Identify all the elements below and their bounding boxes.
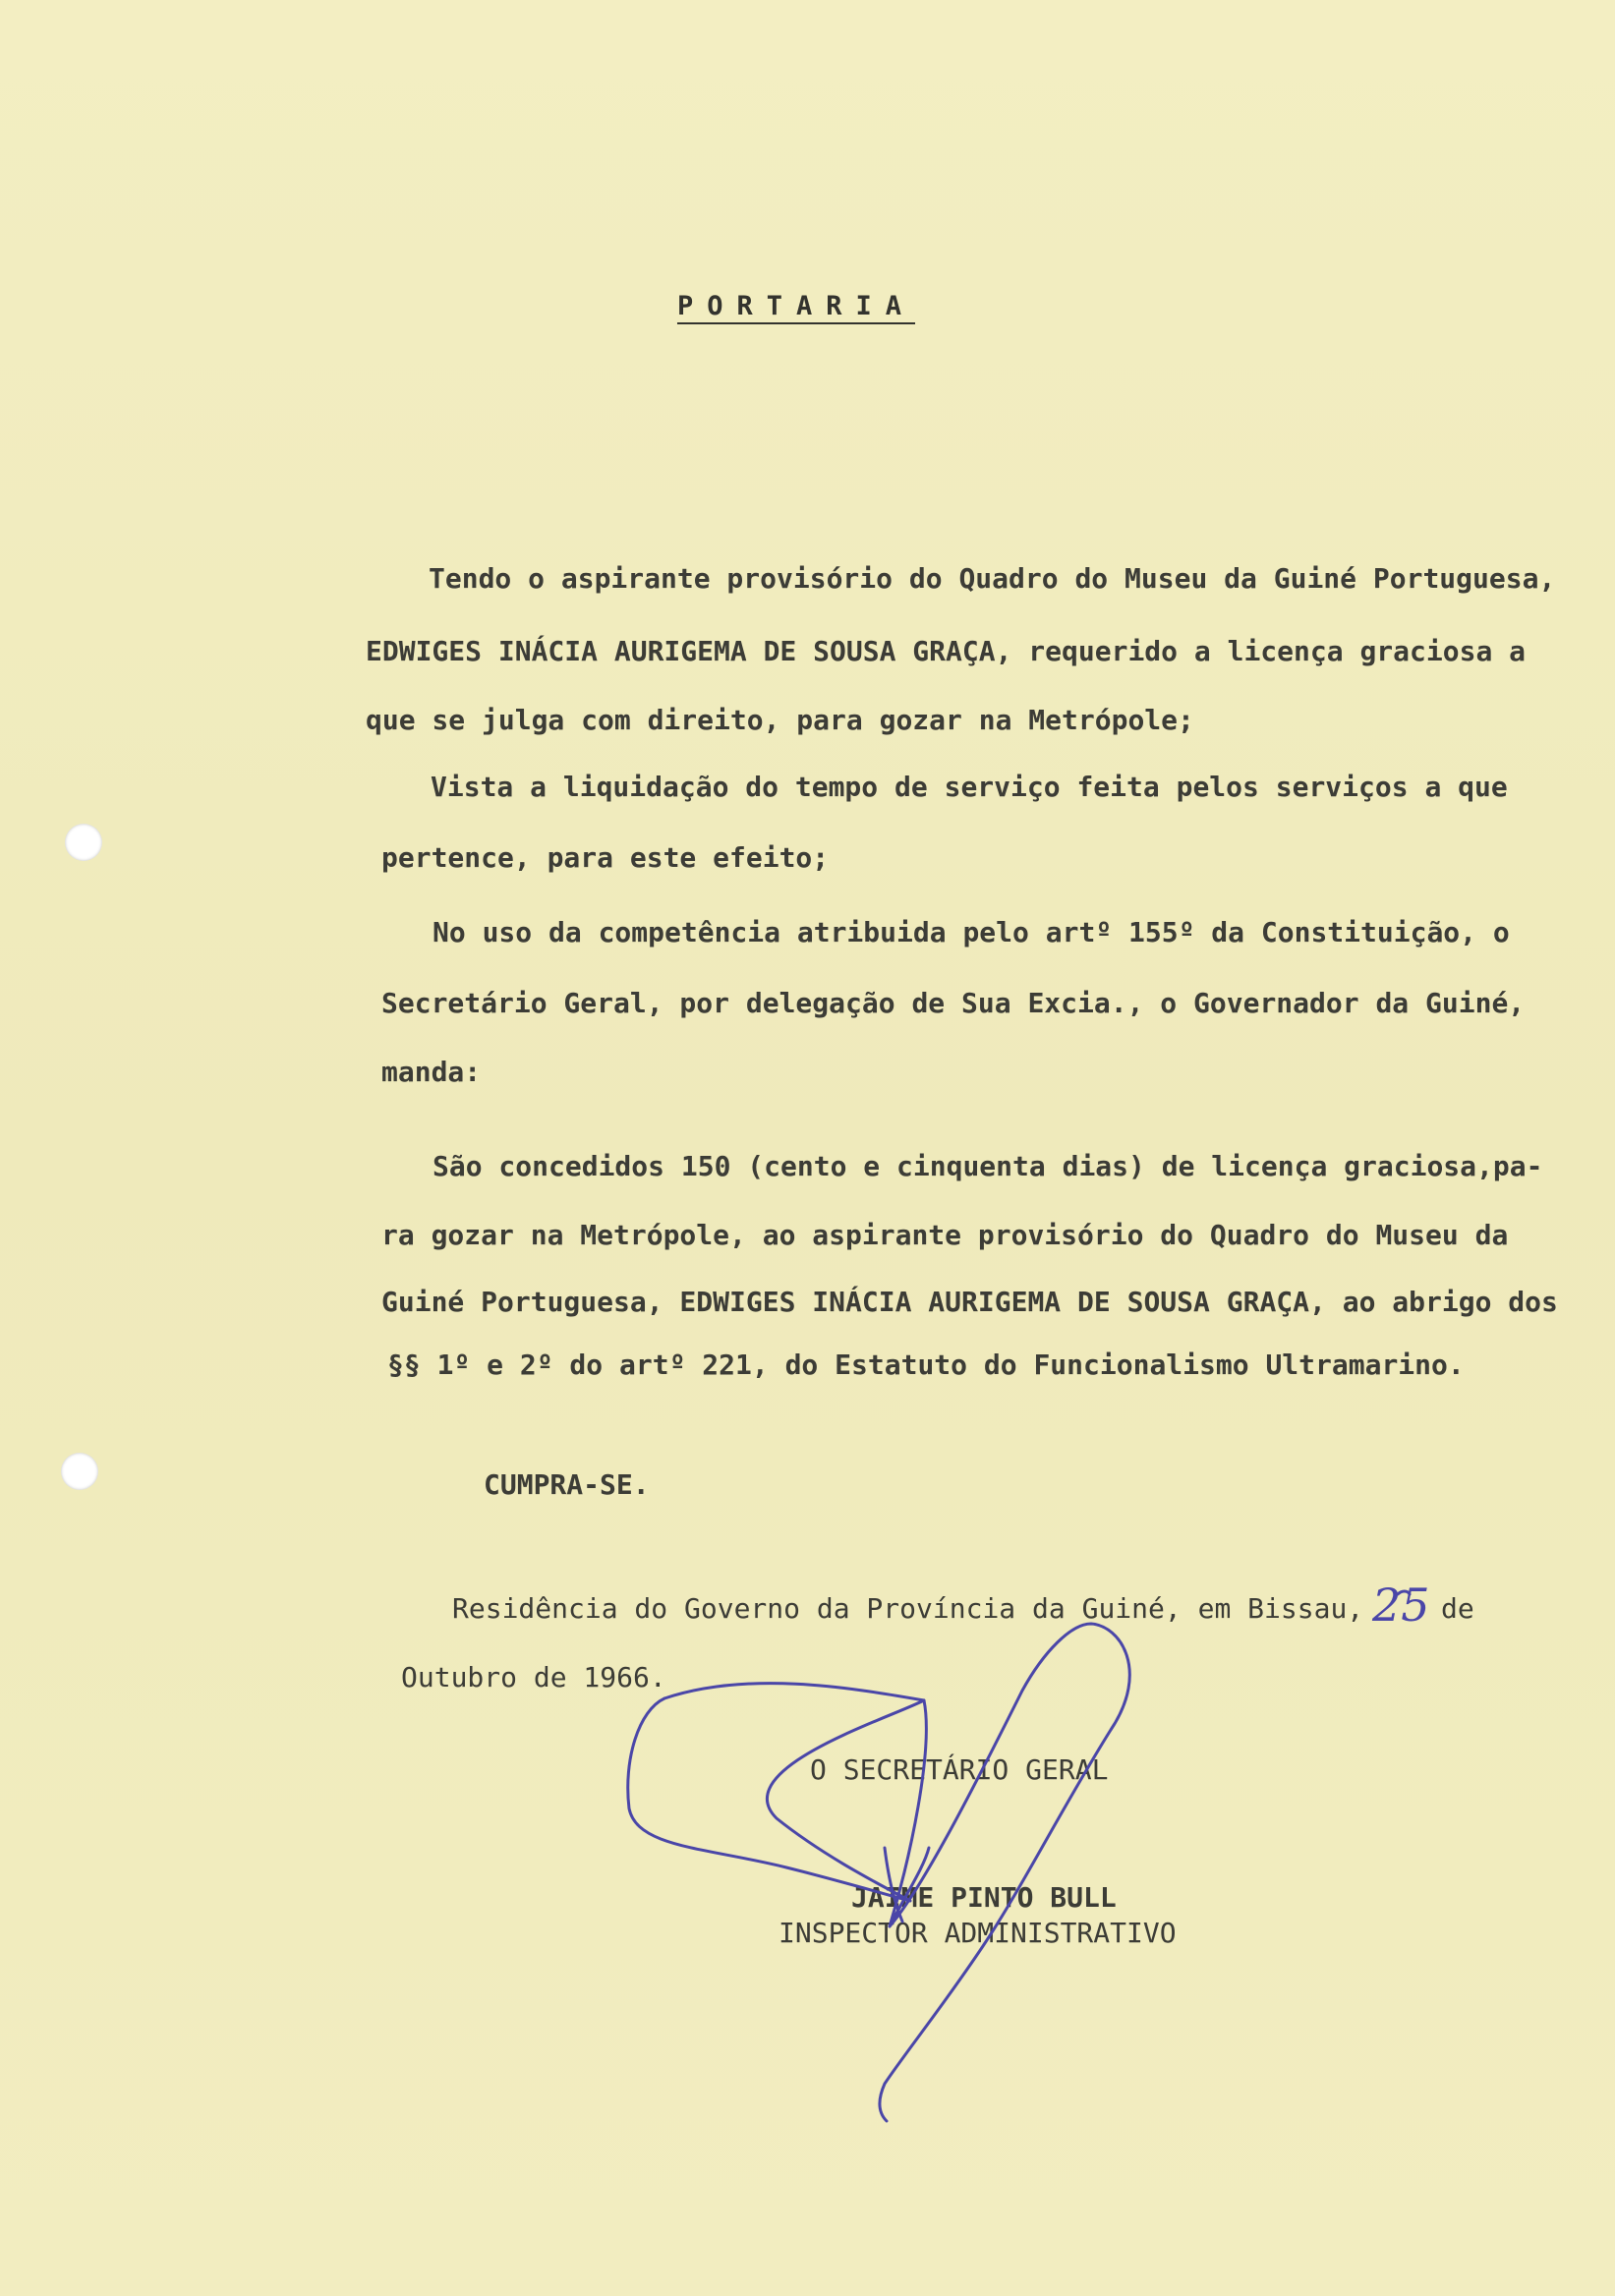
signatory-name: JAIME PINTO BULL (851, 1881, 1117, 1914)
body-line: que se julga com direito, para gozar na Metrópole; (366, 704, 1194, 736)
body-line: Secretário Geral, por delegação de Sua Excia., o Governador da Guiné, (381, 987, 1526, 1019)
body-line: EDWIGES INÁCIA AURIGEMA DE SOUSA GRAÇA, requerido a licença graciosa a (366, 635, 1527, 667)
body-line: No uso da competência atribuida pelo artº 155º da Constituição, o (433, 916, 1510, 948)
punch-hole-bottom (61, 1453, 98, 1490)
punch-hole-top (65, 824, 102, 861)
body-line: §§ 1º e 2º do artº 221, do Estatuto do Funcionalismo Ultramarino. (387, 1349, 1465, 1381)
signature-stroke (880, 1624, 1129, 2121)
date-line: Outubro de 1966. (401, 1661, 666, 1693)
body-line: Guiné Portuguesa, EDWIGES INÁCIA AURIGEMA DE SOUSA GRAÇA, ao abrigo dos (381, 1286, 1558, 1318)
cumpra-se-line: CUMPRA-SE. (484, 1468, 650, 1501)
residence-line: Residência do Governo da Província da Guiné, em Bissau, (452, 1592, 1364, 1625)
body-line: manda: (381, 1056, 482, 1088)
signature-stroke (664, 1684, 924, 1700)
residence-line-de: de (1441, 1592, 1474, 1625)
body-line: pertence, para este efeito; (381, 841, 830, 874)
body-line: Tendo o aspirante provisório do Quadro do Museu da Guiné Portuguesa, (429, 562, 1556, 595)
handwritten-day: 25 (1372, 1578, 1430, 1632)
signatory-title: O SECRETÁRIO GERAL (810, 1753, 1109, 1786)
body-line: ra gozar na Metrópole, ao aspirante provisório do Quadro do Museu da (381, 1219, 1509, 1251)
body-line: Vista a liquidação do tempo de serviço feita pelos serviços a que (431, 771, 1508, 803)
body-line: São concedidos 150 (cento e cinquenta dias) de licença graciosa,pa- (433, 1150, 1543, 1182)
signatory-role: INSPECTOR ADMINISTRATIVO (779, 1917, 1177, 1949)
document-title: PORTARIA (676, 291, 916, 321)
